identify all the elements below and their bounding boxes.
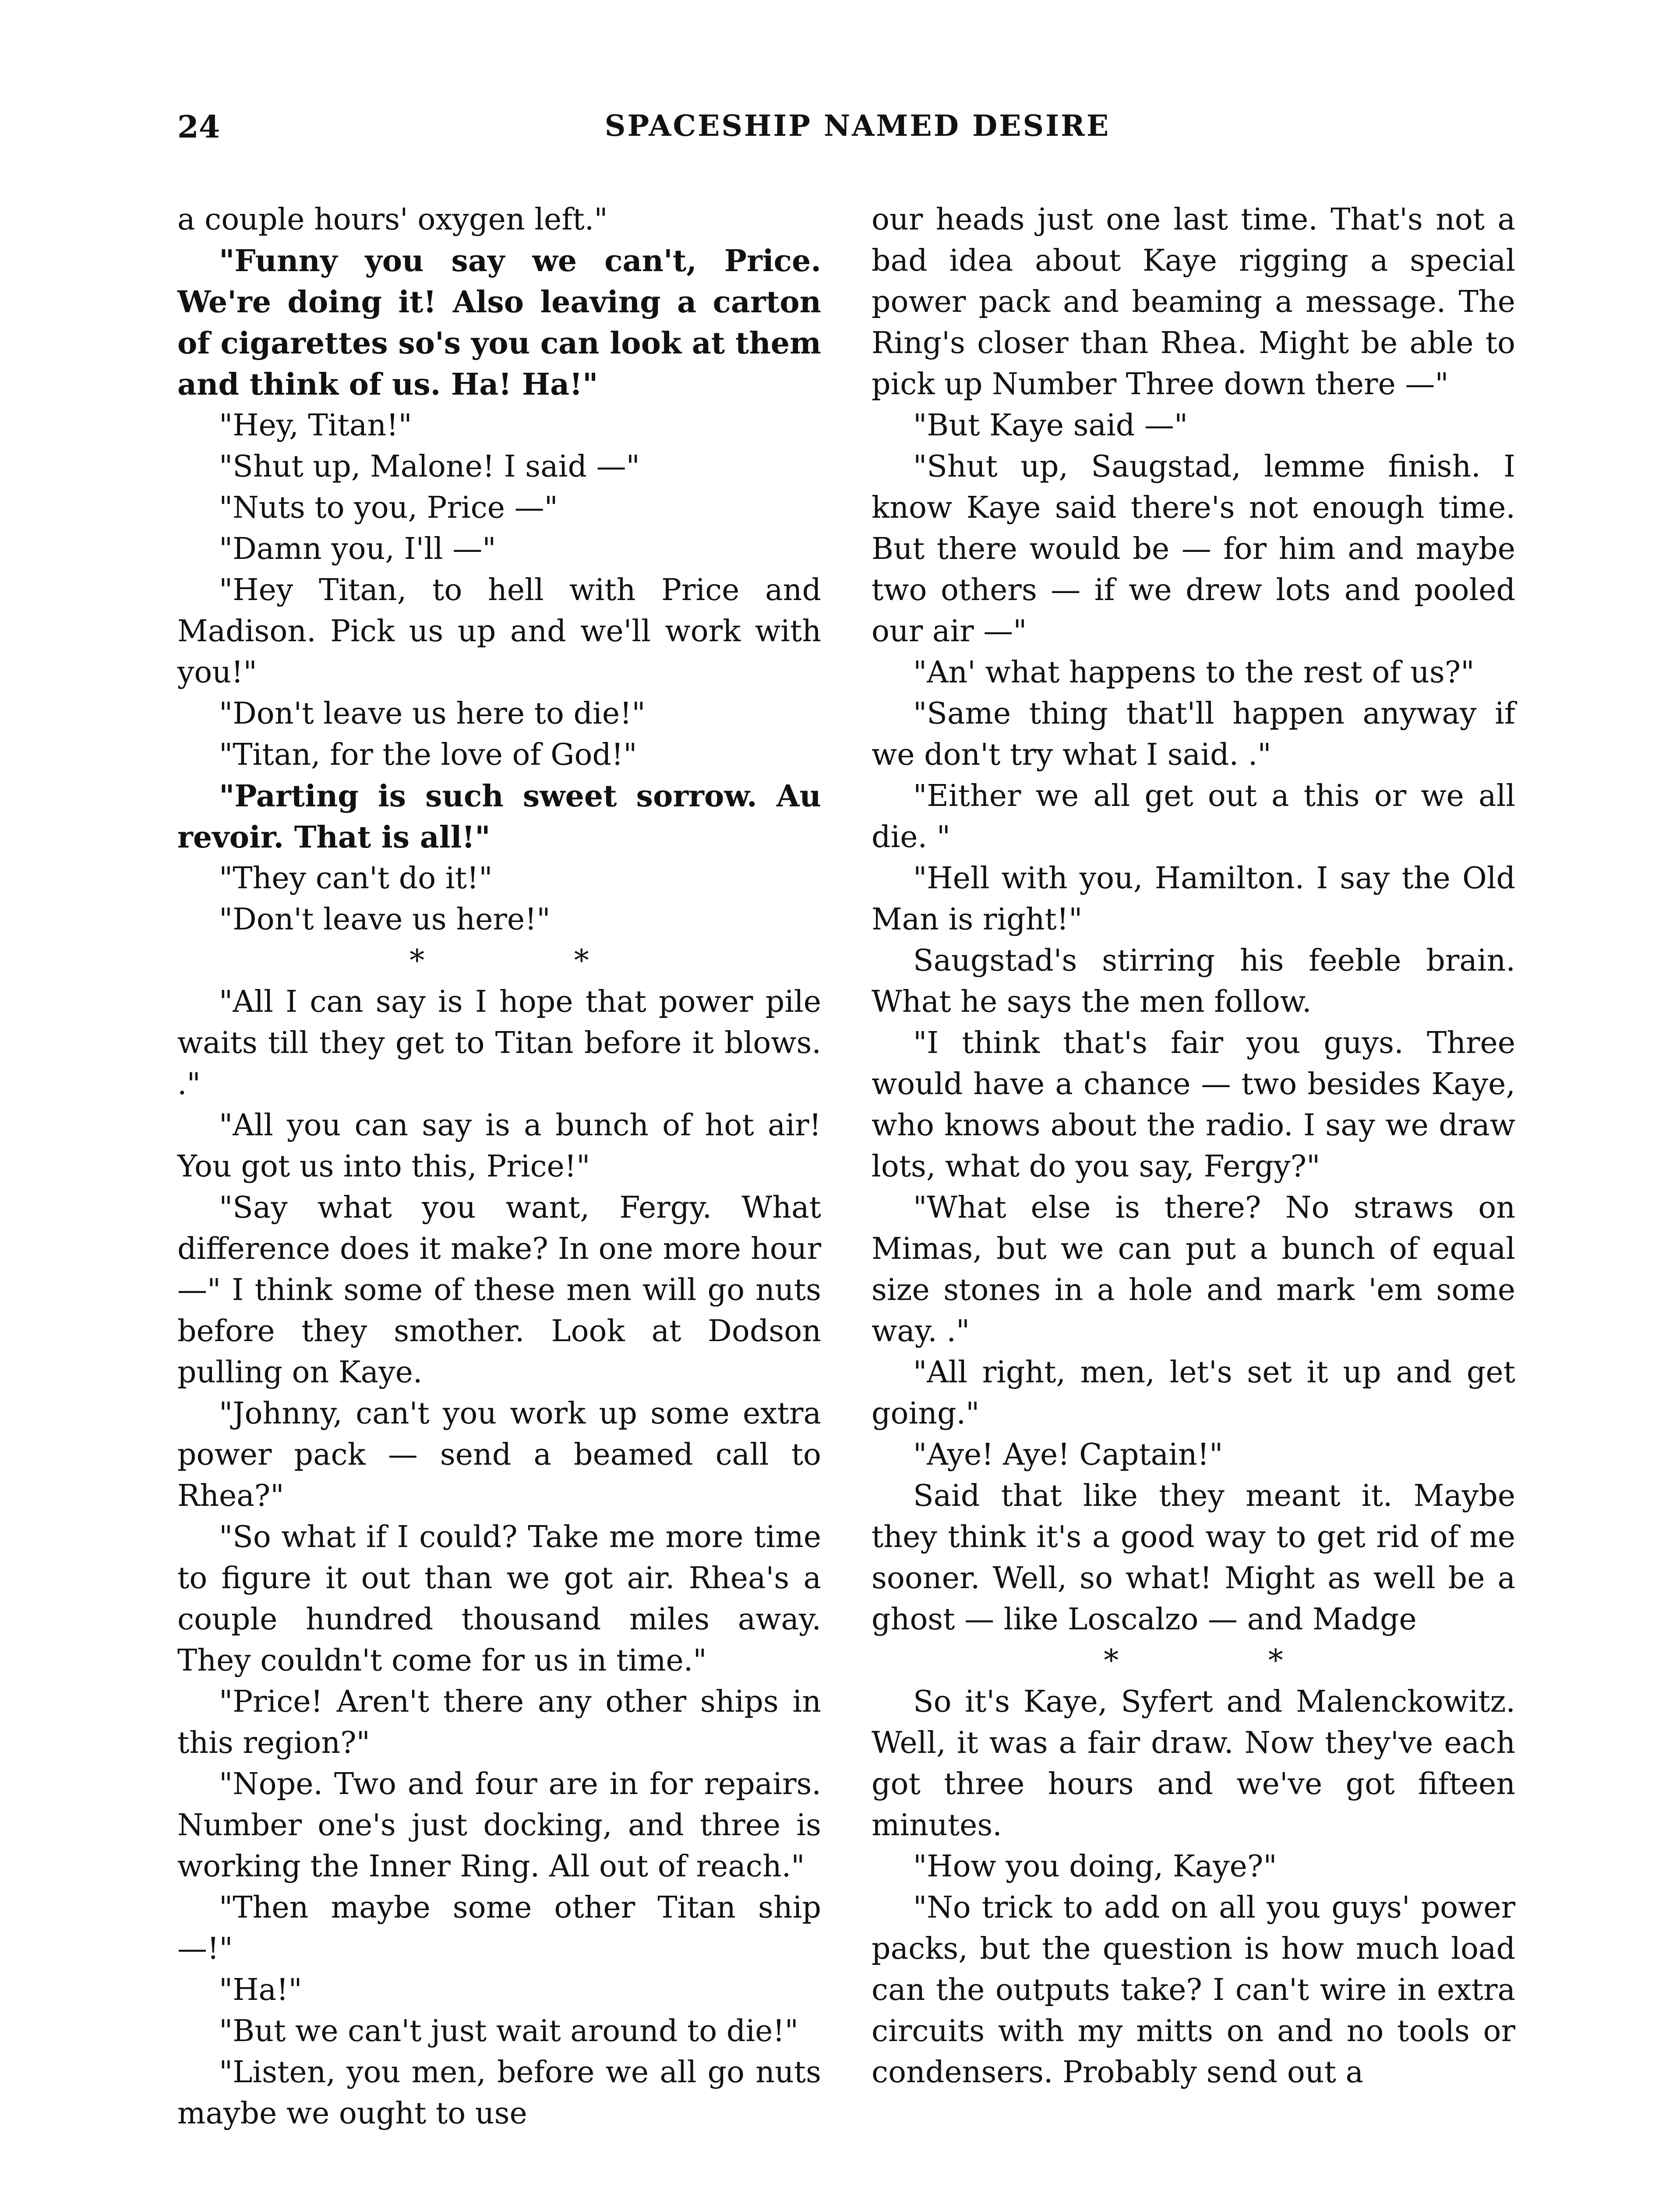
paragraph: "All you can say is a bunch of hot air! You got us into this, Price!"	[177, 1108, 821, 1184]
paragraph: "Titan, for the love of God!"	[219, 738, 637, 772]
paragraph: "An' what happens to the rest of us?"	[913, 655, 1475, 690]
paragraph: "Parting is such sweet sorrow. Au revoir. That is all!"	[177, 779, 821, 855]
paragraph: "Price! Aren't there any other ships in this region?"	[177, 1685, 821, 1760]
paragraph: "Don't leave us here!"	[219, 902, 551, 937]
paragraph: "Don't leave us here to die!"	[219, 696, 646, 731]
paragraph: "How you doing, Kaye?"	[913, 1849, 1277, 1884]
paragraph: "Nope. Two and four are in for repairs. Number one's just docking, and three is working the Inner Ring. All out of reach."	[177, 1767, 821, 1884]
paragraph: "Hell with you, Hamilton. I say the Old Man is right!"	[872, 861, 1515, 937]
paragraph: Said that like they meant it. Maybe they think it's a good way to get rid of me sooner. Well, so what! Might as well be a ghost — like Loscalzo — and Madge	[872, 1479, 1515, 1637]
paragraph: "Johnny, can't you work up some extra power pack — send a beamed call to Rhea?"	[177, 1396, 821, 1513]
paragraph: "Funny you say we can't, Price. We're doing it! Also leaving a carton of cigarettes so's you can look at them and think of us. Ha! Ha!"	[177, 244, 821, 402]
paragraph: "Shut up, Malone! I said —"	[219, 449, 640, 484]
paragraph: "All I can say is I hope that power pile waits till they get to Titan before it blows. ."	[177, 985, 821, 1102]
paragraph: "Nuts to you, Price —"	[219, 491, 558, 525]
paragraph: "Either we all get out a this or we all die. "	[872, 779, 1515, 855]
paragraph: "Same thing that'll happen anyway if we don't try what I said. ."	[872, 696, 1515, 772]
paragraph: a couple hours' oxygen left."	[177, 202, 608, 237]
paragraph: So it's Kaye, Syfert and Malenckowitz. Well, it was a fair draw. Now they've each got three hours and we've got fifteen minutes.	[872, 1685, 1515, 1843]
paragraph: "Damn you, I'll —"	[219, 532, 496, 566]
paragraph: "What else is there? No straws on Mimas, but we can put a bunch of equal size stones in a hole and mark 'em some way. ."	[872, 1190, 1515, 1349]
paragraph: "All right, men, let's set it up and get going."	[872, 1355, 1515, 1431]
section-break: * *	[1104, 1643, 1353, 1678]
page-number: 24	[177, 109, 220, 145]
paragraph: "Say what you want, Fergy. What difference does it make? In one more hour —" I think some of these men will go nuts before they smother. Look at Dodson pulling on Kaye.	[177, 1190, 821, 1390]
paragraph: "I think that's fair you guys. Three would have a chance — two besides Kaye, who knows about the radio. I say we draw lots, what do you say, Fergy?"	[872, 1026, 1515, 1184]
paragraph: "They can't do it!"	[219, 861, 493, 896]
paragraph: "No trick to add on all you guys' power packs, but the question is how much load can the outputs take? I can't wire in extra circuits with my mitts on and no tools or condensers. Probably send out a	[872, 1890, 1515, 2090]
paragraph: "Hey, Titan!"	[219, 408, 412, 443]
paragraph: our heads just one last time. That's not a bad idea about Kaye rigging a special power pack and beaming a message. The Ring's closer than Rhea. Might be able to pick up Number Three down there —"	[872, 202, 1515, 402]
section-break: * *	[409, 943, 659, 978]
paragraph: "Shut up, Saugstad, lemme finish. I know Kaye said there's not enough time. But there would be — for him and maybe two others — if we drew lots and pooled our air —"	[872, 449, 1515, 649]
right-column	[872, 199, 1515, 2093]
paragraph: "So what if I could? Take me more time to figure it out than we got air. Rhea's a couple hundred thousand miles away. They couldn't come for us in time."	[177, 1520, 821, 1678]
paragraph: "Ha!"	[219, 1973, 302, 2007]
paragraph: Saugstad's stirring his feeble brain. What he says the men follow.	[872, 943, 1515, 1019]
paragraph: "Hey Titan, to hell with Price and Madison. Pick us up and we'll work with you!"	[177, 573, 821, 690]
paragraph: "But we can't just wait around to die!"	[219, 2014, 798, 2049]
paragraph: "But Kaye said —"	[913, 408, 1188, 443]
paragraph: "Aye! Aye! Captain!"	[913, 1438, 1223, 1472]
left-column	[177, 199, 821, 2134]
paragraph: "Then maybe some other Titan ship —!"	[177, 1890, 821, 1966]
paragraph: "Listen, you men, before we all go nuts maybe we ought to use	[177, 2055, 821, 2131]
running-head: SPACESHIP NAMED DESIRE	[604, 109, 1111, 143]
